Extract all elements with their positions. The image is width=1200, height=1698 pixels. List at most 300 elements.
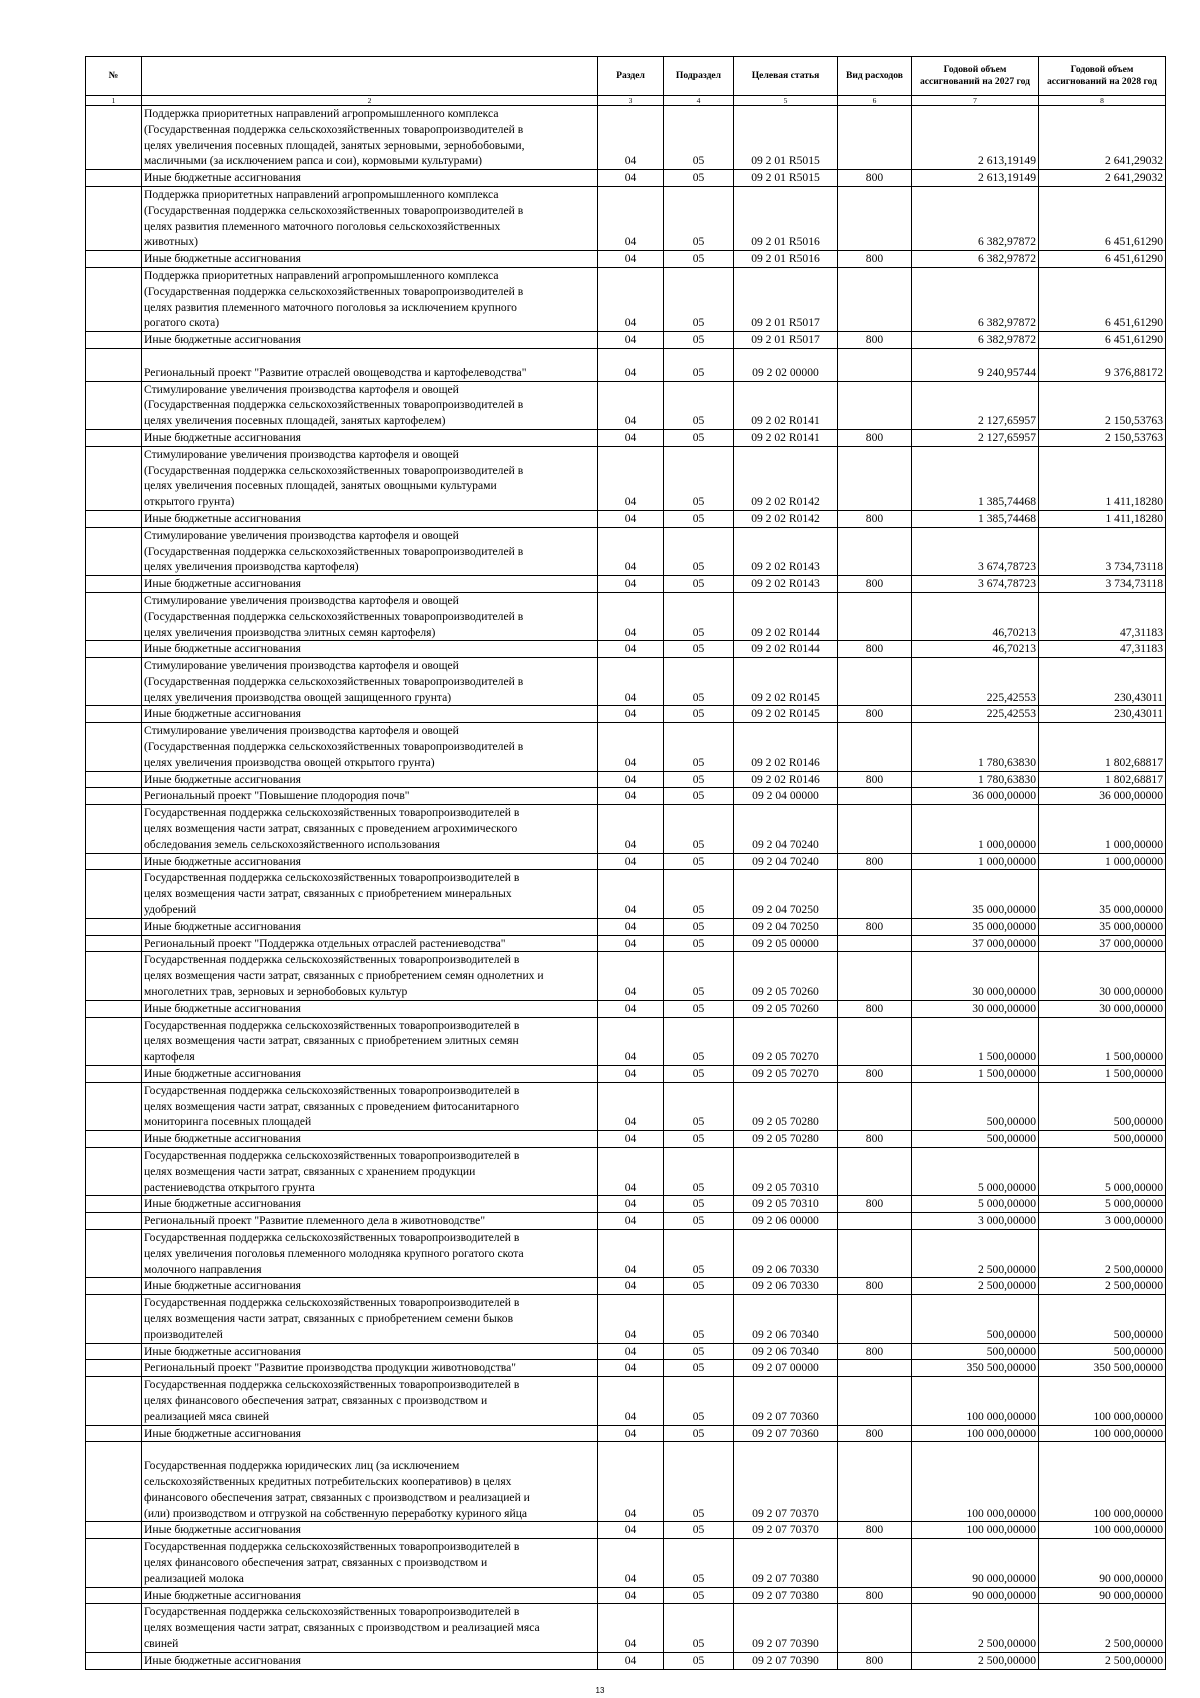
target-article-cell: 09 2 07 70390 [734, 1604, 838, 1652]
column-number-row [86, 96, 1166, 106]
amount-2027-cell: 6 382,97872 [912, 267, 1039, 331]
expense-type-cell [838, 1295, 912, 1343]
podrazdel-cell: 05 [664, 592, 734, 640]
amount-2028-cell: 500,00000 [1039, 1343, 1166, 1360]
row-number-cell [86, 1017, 142, 1065]
podrazdel-cell: 05 [664, 510, 734, 527]
expense-type-cell [838, 658, 912, 706]
row-name-cell: Иные бюджетные ассигнования [142, 1652, 598, 1669]
amount-2028-cell: 5 000,00000 [1039, 1196, 1166, 1213]
target-article-cell: 09 2 05 70310 [734, 1148, 838, 1196]
table-row [86, 348, 1166, 381]
amount-2028-cell: 9 376,88172 [1039, 348, 1166, 381]
razdel-cell: 04 [598, 1604, 664, 1652]
target-article-cell: 09 2 02 R0142 [734, 446, 838, 510]
expense-type-cell [838, 1360, 912, 1377]
table-row [86, 1017, 1166, 1065]
expense-type-cell [838, 723, 912, 771]
amount-2028-cell: 2 150,53763 [1039, 381, 1166, 429]
column-number: 7 [912, 96, 1039, 106]
row-name-cell: Региональный проект "Развитие производства продукции животноводства" [142, 1360, 598, 1377]
target-article-cell: 09 2 07 70370 [734, 1522, 838, 1539]
row-name-cell: Иные бюджетные ассигнования [142, 1522, 598, 1539]
razdel-cell: 04 [598, 918, 664, 935]
target-article-cell: 09 2 06 70330 [734, 1278, 838, 1295]
amount-2028-cell: 3 000,00000 [1039, 1213, 1166, 1230]
target-article-cell: 09 2 06 70340 [734, 1295, 838, 1343]
podrazdel-cell: 05 [664, 1442, 734, 1522]
podrazdel-cell: 05 [664, 1343, 734, 1360]
row-name-cell: Государственная поддержка сельскохозяйственных товаропроизводителей в целях возмещения части затрат, связанных с приобретением минеральных удобрений [142, 870, 598, 918]
header-podrazdel: Подраздел [664, 57, 734, 96]
expense-type-cell: 800 [838, 1131, 912, 1148]
razdel-cell: 04 [598, 771, 664, 788]
amount-2028-cell: 1 000,00000 [1039, 853, 1166, 870]
table-row [86, 429, 1166, 446]
target-article-cell: 09 2 02 R0141 [734, 429, 838, 446]
row-number-cell [86, 1652, 142, 1669]
amount-2028-cell: 3 734,73118 [1039, 527, 1166, 575]
row-number-cell [86, 1539, 142, 1587]
table-row [86, 527, 1166, 575]
target-article-cell: 09 2 05 70270 [734, 1066, 838, 1083]
target-article-cell: 09 2 02 R0141 [734, 381, 838, 429]
podrazdel-cell: 05 [664, 527, 734, 575]
podrazdel-cell: 05 [664, 1213, 734, 1230]
row-name-cell: Региональный проект "Поддержка отдельных отраслей растениеводства" [142, 935, 598, 952]
razdel-cell: 04 [598, 1522, 664, 1539]
target-article-cell: 09 2 07 70380 [734, 1587, 838, 1604]
expense-type-cell: 800 [838, 1522, 912, 1539]
budget-document-page [85, 56, 1165, 1670]
podrazdel-cell: 05 [664, 1425, 734, 1442]
target-article-cell: 09 2 01 R5016 [734, 186, 838, 250]
row-number-cell [86, 510, 142, 527]
razdel-cell: 04 [598, 592, 664, 640]
amount-2027-cell: 3 000,00000 [912, 1213, 1039, 1230]
podrazdel-cell: 05 [664, 106, 734, 170]
row-name-cell: Региональный проект "Развитие племенного дела в животноводстве" [142, 1213, 598, 1230]
razdel-cell: 04 [598, 853, 664, 870]
expense-type-cell: 800 [838, 641, 912, 658]
table-row [86, 510, 1166, 527]
row-number-cell [86, 576, 142, 593]
target-article-cell: 09 2 06 70340 [734, 1343, 838, 1360]
razdel-cell: 04 [598, 251, 664, 268]
row-name-cell: Иные бюджетные ассигнования [142, 771, 598, 788]
podrazdel-cell: 05 [664, 1539, 734, 1587]
razdel-cell: 04 [598, 952, 664, 1000]
expense-type-cell: 800 [838, 251, 912, 268]
amount-2028-cell: 47,31183 [1039, 641, 1166, 658]
target-article-cell: 09 2 02 R0142 [734, 510, 838, 527]
podrazdel-cell: 05 [664, 186, 734, 250]
target-article-cell: 09 2 04 70240 [734, 853, 838, 870]
amount-2028-cell: 36 000,00000 [1039, 788, 1166, 805]
row-name-cell: Поддержка приоритетных направлений агропромышленного комплекса (Государственная поддержка сельскохозяйственных товаропроизводителей в целях развития племенного маточного поголовья за исключением крупного рогатого скота) [142, 267, 598, 331]
razdel-cell: 04 [598, 332, 664, 349]
podrazdel-cell: 05 [664, 1587, 734, 1604]
row-name-cell: Иные бюджетные ассигнования [142, 918, 598, 935]
row-number-cell [86, 170, 142, 187]
expense-type-cell [838, 935, 912, 952]
row-number-cell [86, 658, 142, 706]
target-article-cell: 09 2 02 R0146 [734, 771, 838, 788]
razdel-cell: 04 [598, 1425, 664, 1442]
row-name-cell: Государственная поддержка сельскохозяйственных товаропроизводителей в целях возмещения части затрат, связанных с приобретением элитных семян картофеля [142, 1017, 598, 1065]
expense-type-cell [838, 446, 912, 510]
expense-type-cell: 800 [838, 1000, 912, 1017]
razdel-cell: 04 [598, 706, 664, 723]
podrazdel-cell: 05 [664, 1000, 734, 1017]
amount-2028-cell: 2 500,00000 [1039, 1604, 1166, 1652]
table-row [86, 1000, 1166, 1017]
row-number-cell [86, 348, 142, 381]
row-number-cell [86, 1229, 142, 1277]
row-number-cell [86, 771, 142, 788]
amount-2028-cell: 500,00000 [1039, 1082, 1166, 1130]
row-number-cell [86, 186, 142, 250]
table-row [86, 658, 1166, 706]
table-row [86, 641, 1166, 658]
razdel-cell: 04 [598, 788, 664, 805]
row-name-cell: Поддержка приоритетных направлений агропромышленного комплекса (Государственная поддержка сельскохозяйственных товаропроизводителей в целях развития племенного маточного поголовья сельскохозяйственных животных) [142, 186, 598, 250]
target-article-cell: 09 2 07 70390 [734, 1652, 838, 1669]
table-row [86, 1148, 1166, 1196]
amount-2028-cell: 90 000,00000 [1039, 1539, 1166, 1587]
row-name-cell: Иные бюджетные ассигнования [142, 429, 598, 446]
table-row [86, 1652, 1166, 1669]
razdel-cell: 04 [598, 1295, 664, 1343]
amount-2027-cell: 350 500,00000 [912, 1360, 1039, 1377]
podrazdel-cell: 05 [664, 332, 734, 349]
podrazdel-cell: 05 [664, 952, 734, 1000]
target-article-cell: 09 2 01 R5016 [734, 251, 838, 268]
amount-2028-cell: 230,43011 [1039, 658, 1166, 706]
budget-table [85, 56, 1166, 1670]
amount-2028-cell: 30 000,00000 [1039, 1000, 1166, 1017]
row-name-cell: Иные бюджетные ассигнования [142, 576, 598, 593]
target-article-cell: 09 2 06 00000 [734, 1213, 838, 1230]
row-number-cell [86, 853, 142, 870]
razdel-cell: 04 [598, 1360, 664, 1377]
podrazdel-cell: 05 [664, 1148, 734, 1196]
amount-2027-cell: 2 500,00000 [912, 1278, 1039, 1295]
podrazdel-cell: 05 [664, 788, 734, 805]
target-article-cell: 09 2 07 70360 [734, 1425, 838, 1442]
row-name-cell: Иные бюджетные ассигнования [142, 170, 598, 187]
expense-type-cell: 800 [838, 706, 912, 723]
razdel-cell: 04 [598, 170, 664, 187]
row-number-cell [86, 592, 142, 640]
podrazdel-cell: 05 [664, 251, 734, 268]
expense-type-cell [838, 1229, 912, 1277]
table-row [86, 723, 1166, 771]
expense-type-cell [838, 381, 912, 429]
table-row [86, 381, 1166, 429]
expense-type-cell [838, 1213, 912, 1230]
target-article-cell: 09 2 01 R5017 [734, 332, 838, 349]
row-name-cell: Стимулирование увеличения производства картофеля и овощей (Государственная поддержка сельскохозяйственных товаропроизводителей в целях увеличения производства овощей защищенного грунта) [142, 658, 598, 706]
amount-2027-cell: 1 780,63830 [912, 723, 1039, 771]
column-number: 2 [142, 96, 598, 106]
razdel-cell: 04 [598, 267, 664, 331]
row-name-cell: Иные бюджетные ассигнования [142, 251, 598, 268]
amount-2028-cell: 90 000,00000 [1039, 1587, 1166, 1604]
table-row [86, 267, 1166, 331]
target-article-cell: 09 2 02 R0143 [734, 576, 838, 593]
table-row [86, 935, 1166, 952]
target-article-cell: 09 2 04 70250 [734, 918, 838, 935]
expense-type-cell: 800 [838, 1652, 912, 1669]
amount-2027-cell: 90 000,00000 [912, 1539, 1039, 1587]
row-name-cell: Иные бюджетные ассигнования [142, 1587, 598, 1604]
podrazdel-cell: 05 [664, 170, 734, 187]
row-number-cell [86, 332, 142, 349]
amount-2028-cell: 5 000,00000 [1039, 1148, 1166, 1196]
row-name-cell: Стимулирование увеличения производства картофеля и овощей (Государственная поддержка сельскохозяйственных товаропроизводителей в целях увеличения производства овощей открытого грунта) [142, 723, 598, 771]
target-article-cell: 09 2 04 70240 [734, 805, 838, 853]
amount-2028-cell: 500,00000 [1039, 1131, 1166, 1148]
podrazdel-cell: 05 [664, 1652, 734, 1669]
amount-2028-cell: 2 641,29032 [1039, 170, 1166, 187]
amount-2028-cell: 1 411,18280 [1039, 510, 1166, 527]
podrazdel-cell: 05 [664, 706, 734, 723]
amount-2028-cell: 350 500,00000 [1039, 1360, 1166, 1377]
expense-type-cell: 800 [838, 332, 912, 349]
expense-type-cell: 800 [838, 853, 912, 870]
row-number-cell [86, 805, 142, 853]
row-number-cell [86, 918, 142, 935]
header-amount-2027: Годовой объем ассигнований на 2027 год [912, 57, 1039, 96]
target-article-cell: 09 2 07 70370 [734, 1442, 838, 1522]
expense-type-cell: 800 [838, 170, 912, 187]
podrazdel-cell: 05 [664, 446, 734, 510]
amount-2027-cell: 225,42553 [912, 658, 1039, 706]
target-article-cell: 09 2 04 00000 [734, 788, 838, 805]
row-number-cell [86, 1066, 142, 1083]
row-number-cell [86, 1425, 142, 1442]
table-row [86, 1604, 1166, 1652]
amount-2027-cell: 100 000,00000 [912, 1425, 1039, 1442]
amount-2027-cell: 37 000,00000 [912, 935, 1039, 952]
expense-type-cell [838, 1377, 912, 1425]
razdel-cell: 04 [598, 1131, 664, 1148]
amount-2028-cell: 35 000,00000 [1039, 870, 1166, 918]
row-name-cell: Государственная поддержка сельскохозяйственных товаропроизводителей в целях возмещения части затрат, связанных с проведением агрохимического обследования земель сельскохозяйственного использования [142, 805, 598, 853]
table-row [86, 1425, 1166, 1442]
amount-2027-cell: 2 613,19149 [912, 170, 1039, 187]
row-number-cell [86, 1082, 142, 1130]
expense-type-cell [838, 788, 912, 805]
row-number-cell [86, 1360, 142, 1377]
row-number-cell [86, 527, 142, 575]
target-article-cell: 09 2 02 00000 [734, 348, 838, 381]
table-row [86, 771, 1166, 788]
row-name-cell: Стимулирование увеличения производства картофеля и овощей (Государственная поддержка сельскохозяйственных товаропроизводителей в целях увеличения производства картофеля) [142, 527, 598, 575]
amount-2028-cell: 1 500,00000 [1039, 1066, 1166, 1083]
row-number-cell [86, 267, 142, 331]
header-razdel: Раздел [598, 57, 664, 96]
target-article-cell: 09 2 07 70380 [734, 1539, 838, 1587]
row-name-cell: Стимулирование увеличения производства картофеля и овощей (Государственная поддержка сельскохозяйственных товаропроизводителей в целях увеличения посевных площадей, занятых овощными культурами открытого грунта) [142, 446, 598, 510]
razdel-cell: 04 [598, 1278, 664, 1295]
razdel-cell: 04 [598, 935, 664, 952]
amount-2028-cell: 2 641,29032 [1039, 106, 1166, 170]
podrazdel-cell: 05 [664, 1377, 734, 1425]
row-name-cell: Государственная поддержка сельскохозяйственных товаропроизводителей в целях возмещения части затрат, связанных с приобретением семени быков производителей [142, 1295, 598, 1343]
row-number-cell [86, 788, 142, 805]
expense-type-cell [838, 1604, 912, 1652]
amount-2028-cell: 1 802,68817 [1039, 723, 1166, 771]
row-number-cell [86, 381, 142, 429]
row-number-cell [86, 1442, 142, 1522]
razdel-cell: 04 [598, 429, 664, 446]
target-article-cell: 09 2 05 70260 [734, 952, 838, 1000]
table-row [86, 952, 1166, 1000]
header-expense-type: Вид расходов [838, 57, 912, 96]
podrazdel-cell: 05 [664, 870, 734, 918]
expense-type-cell [838, 1017, 912, 1065]
amount-2027-cell: 2 127,65957 [912, 381, 1039, 429]
table-row [86, 446, 1166, 510]
row-name-cell: Иные бюджетные ассигнования [142, 641, 598, 658]
row-number-cell [86, 429, 142, 446]
podrazdel-cell: 05 [664, 1196, 734, 1213]
podrazdel-cell: 05 [664, 1082, 734, 1130]
table-row [86, 576, 1166, 593]
row-name-cell: Государственная поддержка сельскохозяйственных товаропроизводителей в целях финансового обеспечения затрат, связанных с производством и реализацией молока [142, 1539, 598, 1587]
amount-2028-cell: 1 000,00000 [1039, 805, 1166, 853]
amount-2027-cell: 100 000,00000 [912, 1442, 1039, 1522]
amount-2027-cell: 5 000,00000 [912, 1196, 1039, 1213]
podrazdel-cell: 05 [664, 723, 734, 771]
row-name-cell: Иные бюджетные ассигнования [142, 1196, 598, 1213]
podrazdel-cell: 05 [664, 1522, 734, 1539]
expense-type-cell: 800 [838, 771, 912, 788]
amount-2027-cell: 46,70213 [912, 592, 1039, 640]
row-number-cell [86, 251, 142, 268]
razdel-cell: 04 [598, 1082, 664, 1130]
razdel-cell: 04 [598, 106, 664, 170]
podrazdel-cell: 05 [664, 1066, 734, 1083]
razdel-cell: 04 [598, 576, 664, 593]
target-article-cell: 09 2 02 R0143 [734, 527, 838, 575]
razdel-cell: 04 [598, 1017, 664, 1065]
row-number-cell [86, 1377, 142, 1425]
target-article-cell: 09 2 01 R5015 [734, 106, 838, 170]
razdel-cell: 04 [598, 1539, 664, 1587]
table-row [86, 332, 1166, 349]
target-article-cell: 09 2 02 R0144 [734, 641, 838, 658]
table-row [86, 853, 1166, 870]
amount-2028-cell: 6 451,61290 [1039, 332, 1166, 349]
table-row [86, 106, 1166, 170]
amount-2028-cell: 1 500,00000 [1039, 1017, 1166, 1065]
row-number-cell [86, 1343, 142, 1360]
amount-2027-cell: 9 240,95744 [912, 348, 1039, 381]
expense-type-cell: 800 [838, 918, 912, 935]
row-number-cell [86, 870, 142, 918]
razdel-cell: 04 [598, 1652, 664, 1669]
target-article-cell: 09 2 05 70280 [734, 1131, 838, 1148]
expense-type-cell: 800 [838, 1425, 912, 1442]
row-number-cell [86, 1213, 142, 1230]
row-number-cell [86, 1000, 142, 1017]
target-article-cell: 09 2 05 00000 [734, 935, 838, 952]
target-article-cell: 09 2 02 R0145 [734, 706, 838, 723]
row-name-cell: Стимулирование увеличения производства картофеля и овощей (Государственная поддержка сельскохозяйственных товаропроизводителей в целях увеличения производства элитных семян картофеля) [142, 592, 598, 640]
razdel-cell: 04 [598, 1213, 664, 1230]
amount-2027-cell: 36 000,00000 [912, 788, 1039, 805]
amount-2027-cell: 2 500,00000 [912, 1652, 1039, 1669]
table-row [86, 1587, 1166, 1604]
podrazdel-cell: 05 [664, 658, 734, 706]
expense-type-cell [838, 267, 912, 331]
target-article-cell: 09 2 05 70270 [734, 1017, 838, 1065]
target-article-cell: 09 2 06 70330 [734, 1229, 838, 1277]
target-article-cell: 09 2 05 70310 [734, 1196, 838, 1213]
table-row [86, 1442, 1166, 1522]
row-name-cell: Государственная поддержка юридических лиц (за исключением сельскохозяйственных кредитных потребительских кооперативов) в целях финансового обеспечения затрат, связанных с производством и реализацией и (или) производством и отгрузкой на собственную переработку куриного яйца [142, 1442, 598, 1522]
header-name [142, 57, 598, 96]
amount-2028-cell: 100 000,00000 [1039, 1377, 1166, 1425]
row-number-cell [86, 1522, 142, 1539]
amount-2028-cell: 47,31183 [1039, 592, 1166, 640]
amount-2027-cell: 90 000,00000 [912, 1587, 1039, 1604]
amount-2027-cell: 2 500,00000 [912, 1604, 1039, 1652]
amount-2027-cell: 1 500,00000 [912, 1017, 1039, 1065]
amount-2028-cell: 6 451,61290 [1039, 267, 1166, 331]
row-name-cell: Иные бюджетные ассигнования [142, 510, 598, 527]
target-article-cell: 09 2 05 70260 [734, 1000, 838, 1017]
table-row [86, 918, 1166, 935]
razdel-cell: 04 [598, 510, 664, 527]
amount-2028-cell: 2 500,00000 [1039, 1229, 1166, 1277]
column-number: 3 [598, 96, 664, 106]
razdel-cell: 04 [598, 805, 664, 853]
amount-2027-cell: 500,00000 [912, 1295, 1039, 1343]
amount-2027-cell: 1 000,00000 [912, 853, 1039, 870]
column-number: 6 [838, 96, 912, 106]
column-number: 1 [86, 96, 142, 106]
razdel-cell: 04 [598, 870, 664, 918]
podrazdel-cell: 05 [664, 918, 734, 935]
razdel-cell: 04 [598, 527, 664, 575]
row-number-cell [86, 935, 142, 952]
amount-2028-cell: 6 451,61290 [1039, 186, 1166, 250]
row-number-cell [86, 1148, 142, 1196]
row-number-cell [86, 706, 142, 723]
amount-2027-cell: 6 382,97872 [912, 251, 1039, 268]
table-row [86, 186, 1166, 250]
amount-2027-cell: 35 000,00000 [912, 918, 1039, 935]
amount-2027-cell: 100 000,00000 [912, 1377, 1039, 1425]
amount-2028-cell: 230,43011 [1039, 706, 1166, 723]
amount-2027-cell: 1 000,00000 [912, 805, 1039, 853]
row-number-cell [86, 446, 142, 510]
expense-type-cell: 800 [838, 1587, 912, 1604]
podrazdel-cell: 05 [664, 1295, 734, 1343]
expense-type-cell: 800 [838, 1278, 912, 1295]
row-number-cell [86, 1131, 142, 1148]
expense-type-cell [838, 952, 912, 1000]
amount-2027-cell: 1 385,74468 [912, 446, 1039, 510]
target-article-cell: 09 2 02 R0146 [734, 723, 838, 771]
amount-2028-cell: 1 802,68817 [1039, 771, 1166, 788]
expense-type-cell [838, 1442, 912, 1522]
column-number: 4 [664, 96, 734, 106]
